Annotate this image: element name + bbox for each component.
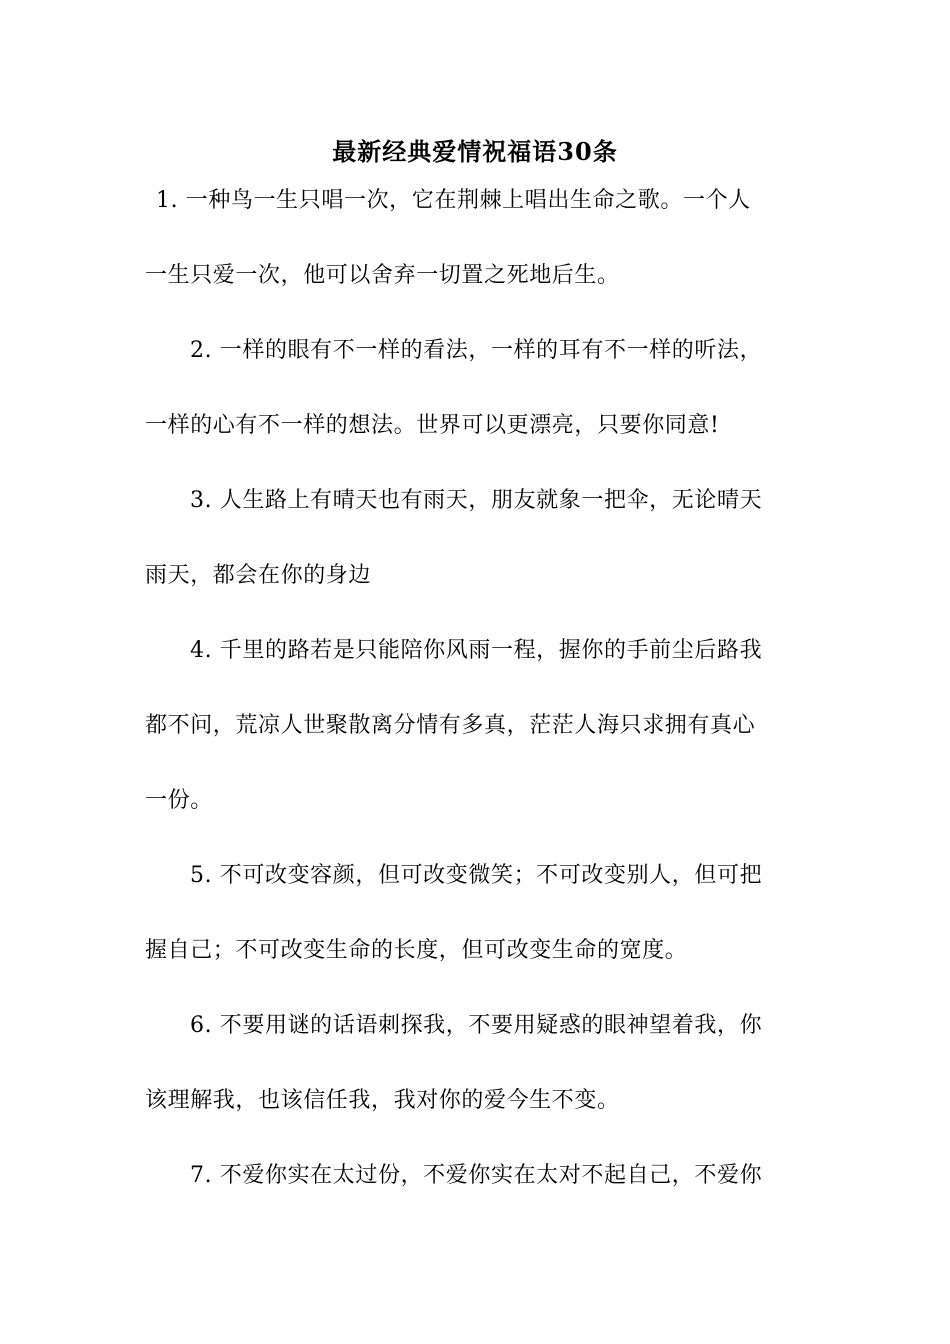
- paragraph-line: 2. 一样的眼有不一样的看法，一样的耳有不一样的听法，: [190, 338, 763, 363]
- document-title: 最新经典爱情祝福语30条: [332, 137, 618, 166]
- paragraph-line: 一份。: [145, 788, 213, 813]
- paragraph-line: 6. 不要用谜的话语刺探我，不要用疑惑的眼神望着我，你: [190, 1013, 763, 1038]
- paragraph-line: 3. 人生路上有晴天也有雨天，朋友就象一把伞，无论晴天: [190, 488, 763, 513]
- paragraph-line: 1. 一种鸟一生只唱一次，它在荆棘上唱出生命之歌。一个人: [156, 188, 751, 213]
- paragraph-line: 都不问，荒凉人世聚散离分情有多真，茫茫人海只求拥有真心: [145, 713, 756, 738]
- paragraph-line: 5. 不可改变容颜，但可改变微笑；不可改变别人，但可把: [190, 863, 763, 888]
- paragraph-line: 7. 不爱你实在太过份，不爱你实在太对不起自己，不爱你: [190, 1163, 763, 1188]
- paragraph-line: 雨天，都会在你的身边: [145, 563, 372, 588]
- paragraph-line: 一样的心有不一样的想法。世界可以更漂亮，只要你同意!: [145, 413, 720, 438]
- paragraph-line: 一生只爱一次，他可以舍弃一切置之死地后生。: [145, 263, 620, 288]
- paragraph-line: 该理解我，也该信任我，我对你的爱今生不变。: [145, 1088, 620, 1113]
- paragraph-line: 4. 千里的路若是只能陪你风雨一程，握你的手前尘后路我: [190, 638, 763, 663]
- paragraph-line: 握自己；不可改变生命的长度，但可改变生命的宽度。: [145, 938, 688, 963]
